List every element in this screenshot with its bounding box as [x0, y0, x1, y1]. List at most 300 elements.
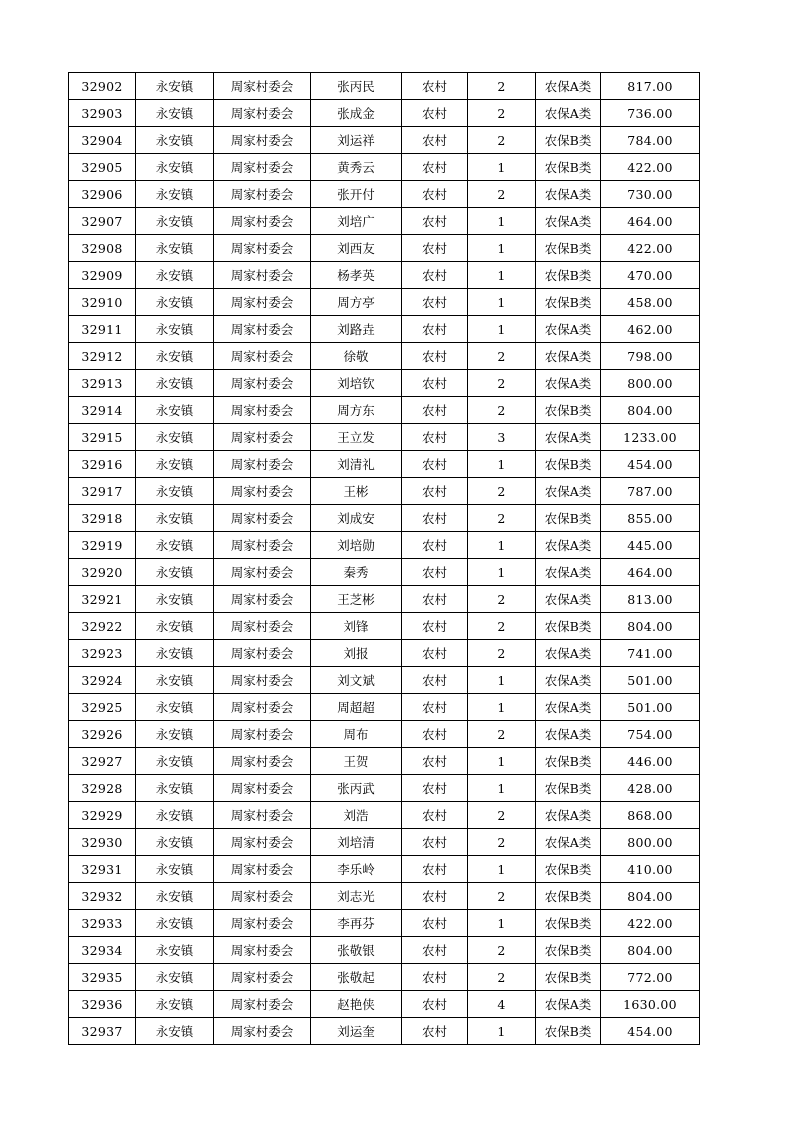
- insurance-category-cell: 农保B类: [536, 127, 601, 154]
- town-cell: 永安镇: [136, 208, 214, 235]
- insurance-category-cell: 农保A类: [536, 478, 601, 505]
- town-cell: 永安镇: [136, 856, 214, 883]
- insurance-category-cell: 农保A类: [536, 586, 601, 613]
- household-count-cell: 1: [468, 559, 536, 586]
- amount-cell: 804.00: [601, 937, 700, 964]
- insurance-category-cell: 农保B类: [536, 505, 601, 532]
- area-type-cell: 农村: [402, 262, 468, 289]
- amount-cell: 804.00: [601, 397, 700, 424]
- household-count-cell: 2: [468, 397, 536, 424]
- table-row: [69, 586, 700, 613]
- household-count-cell: 1: [468, 289, 536, 316]
- household-count-cell: 2: [468, 181, 536, 208]
- insurance-category-cell: 农保B类: [536, 397, 601, 424]
- amount-cell: 800.00: [601, 829, 700, 856]
- name-cell: 刘培广: [311, 208, 402, 235]
- name-cell: 张开付: [311, 181, 402, 208]
- table-row: [69, 316, 700, 343]
- town-cell: 永安镇: [136, 964, 214, 991]
- household-count-cell: 1: [468, 154, 536, 181]
- household-count-cell: 2: [468, 586, 536, 613]
- town-cell: 永安镇: [136, 73, 214, 100]
- name-cell: 刘路垚: [311, 316, 402, 343]
- name-cell: 王芝彬: [311, 586, 402, 613]
- town-cell: 永安镇: [136, 721, 214, 748]
- village-committee-cell: 周家村委会: [214, 532, 311, 559]
- record-id-cell: 32930: [69, 829, 136, 856]
- area-type-cell: 农村: [402, 721, 468, 748]
- area-type-cell: 农村: [402, 316, 468, 343]
- insurance-category-cell: 农保A类: [536, 316, 601, 343]
- record-id-cell: 32905: [69, 154, 136, 181]
- table-row: [69, 991, 700, 1018]
- name-cell: 刘清礼: [311, 451, 402, 478]
- record-id-cell: 32909: [69, 262, 136, 289]
- household-count-cell: 2: [468, 937, 536, 964]
- record-id-cell: 32935: [69, 964, 136, 991]
- area-type-cell: 农村: [402, 478, 468, 505]
- household-count-cell: 1: [468, 775, 536, 802]
- table-row: [69, 667, 700, 694]
- town-cell: 永安镇: [136, 181, 214, 208]
- name-cell: 刘运奎: [311, 1018, 402, 1045]
- household-count-cell: 1: [468, 910, 536, 937]
- village-committee-cell: 周家村委会: [214, 73, 311, 100]
- area-type-cell: 农村: [402, 640, 468, 667]
- record-id-cell: 32908: [69, 235, 136, 262]
- village-committee-cell: 周家村委会: [214, 694, 311, 721]
- amount-cell: 772.00: [601, 964, 700, 991]
- town-cell: 永安镇: [136, 127, 214, 154]
- amount-cell: 445.00: [601, 532, 700, 559]
- amount-cell: 501.00: [601, 694, 700, 721]
- insurance-category-cell: 农保A类: [536, 667, 601, 694]
- amount-cell: 787.00: [601, 478, 700, 505]
- household-count-cell: 2: [468, 802, 536, 829]
- town-cell: 永安镇: [136, 937, 214, 964]
- area-type-cell: 农村: [402, 289, 468, 316]
- insurance-category-cell: 农保A类: [536, 532, 601, 559]
- town-cell: 永安镇: [136, 316, 214, 343]
- village-committee-cell: 周家村委会: [214, 640, 311, 667]
- village-committee-cell: 周家村委会: [214, 667, 311, 694]
- table-row: [69, 208, 700, 235]
- insurance-category-cell: 农保A类: [536, 181, 601, 208]
- household-count-cell: 1: [468, 694, 536, 721]
- name-cell: 刘西友: [311, 235, 402, 262]
- table-row: [69, 505, 700, 532]
- area-type-cell: 农村: [402, 181, 468, 208]
- town-cell: 永安镇: [136, 613, 214, 640]
- table-row: [69, 910, 700, 937]
- area-type-cell: 农村: [402, 1018, 468, 1045]
- record-id-cell: 32907: [69, 208, 136, 235]
- town-cell: 永安镇: [136, 586, 214, 613]
- table-row: [69, 100, 700, 127]
- table-row: [69, 694, 700, 721]
- table-row: [69, 559, 700, 586]
- insurance-category-cell: 农保B类: [536, 883, 601, 910]
- amount-cell: 741.00: [601, 640, 700, 667]
- name-cell: 刘成安: [311, 505, 402, 532]
- roster-table: [68, 72, 700, 1045]
- roster-table-body: [69, 73, 700, 1045]
- table-row: [69, 424, 700, 451]
- amount-cell: 428.00: [601, 775, 700, 802]
- insurance-category-cell: 农保B类: [536, 937, 601, 964]
- amount-cell: 804.00: [601, 613, 700, 640]
- town-cell: 永安镇: [136, 694, 214, 721]
- area-type-cell: 农村: [402, 73, 468, 100]
- household-count-cell: 2: [468, 721, 536, 748]
- village-committee-cell: 周家村委会: [214, 154, 311, 181]
- insurance-category-cell: 农保B类: [536, 775, 601, 802]
- record-id-cell: 32937: [69, 1018, 136, 1045]
- area-type-cell: 农村: [402, 208, 468, 235]
- area-type-cell: 农村: [402, 613, 468, 640]
- town-cell: 永安镇: [136, 478, 214, 505]
- household-count-cell: 2: [468, 127, 536, 154]
- insurance-category-cell: 农保B类: [536, 262, 601, 289]
- village-committee-cell: 周家村委会: [214, 478, 311, 505]
- town-cell: 永安镇: [136, 424, 214, 451]
- table-row: [69, 964, 700, 991]
- household-count-cell: 2: [468, 829, 536, 856]
- record-id-cell: 32903: [69, 100, 136, 127]
- table-row: [69, 343, 700, 370]
- village-committee-cell: 周家村委会: [214, 424, 311, 451]
- area-type-cell: 农村: [402, 775, 468, 802]
- town-cell: 永安镇: [136, 910, 214, 937]
- record-id-cell: 32923: [69, 640, 136, 667]
- record-id-cell: 32929: [69, 802, 136, 829]
- town-cell: 永安镇: [136, 829, 214, 856]
- amount-cell: 501.00: [601, 667, 700, 694]
- village-committee-cell: 周家村委会: [214, 586, 311, 613]
- town-cell: 永安镇: [136, 991, 214, 1018]
- amount-cell: 804.00: [601, 883, 700, 910]
- record-id-cell: 32911: [69, 316, 136, 343]
- household-count-cell: 2: [468, 478, 536, 505]
- amount-cell: 855.00: [601, 505, 700, 532]
- village-committee-cell: 周家村委会: [214, 802, 311, 829]
- area-type-cell: 农村: [402, 154, 468, 181]
- amount-cell: 446.00: [601, 748, 700, 775]
- area-type-cell: 农村: [402, 451, 468, 478]
- name-cell: 张成金: [311, 100, 402, 127]
- area-type-cell: 农村: [402, 370, 468, 397]
- area-type-cell: 农村: [402, 856, 468, 883]
- table-row: [69, 802, 700, 829]
- insurance-category-cell: 农保A类: [536, 100, 601, 127]
- record-id-cell: 32918: [69, 505, 136, 532]
- household-count-cell: 2: [468, 343, 536, 370]
- table-row: [69, 640, 700, 667]
- record-id-cell: 32936: [69, 991, 136, 1018]
- table-row: [69, 181, 700, 208]
- amount-cell: 784.00: [601, 127, 700, 154]
- record-id-cell: 32933: [69, 910, 136, 937]
- household-count-cell: 1: [468, 856, 536, 883]
- insurance-category-cell: 农保B类: [536, 856, 601, 883]
- town-cell: 永安镇: [136, 775, 214, 802]
- name-cell: 刘志光: [311, 883, 402, 910]
- village-committee-cell: 周家村委会: [214, 316, 311, 343]
- village-committee-cell: 周家村委会: [214, 559, 311, 586]
- village-committee-cell: 周家村委会: [214, 343, 311, 370]
- name-cell: 刘培清: [311, 829, 402, 856]
- area-type-cell: 农村: [402, 397, 468, 424]
- area-type-cell: 农村: [402, 748, 468, 775]
- village-committee-cell: 周家村委会: [214, 883, 311, 910]
- record-id-cell: 32921: [69, 586, 136, 613]
- name-cell: 徐敬: [311, 343, 402, 370]
- name-cell: 刘培勋: [311, 532, 402, 559]
- name-cell: 张敬银: [311, 937, 402, 964]
- household-count-cell: 2: [468, 100, 536, 127]
- household-count-cell: 2: [468, 640, 536, 667]
- town-cell: 永安镇: [136, 667, 214, 694]
- amount-cell: 464.00: [601, 208, 700, 235]
- insurance-category-cell: 农保B类: [536, 1018, 601, 1045]
- area-type-cell: 农村: [402, 235, 468, 262]
- insurance-category-cell: 农保B类: [536, 451, 601, 478]
- benefit-roster-sheet: [68, 72, 699, 1045]
- record-id-cell: 32920: [69, 559, 136, 586]
- town-cell: 永安镇: [136, 154, 214, 181]
- name-cell: 王贺: [311, 748, 402, 775]
- record-id-cell: 32917: [69, 478, 136, 505]
- table-row: [69, 748, 700, 775]
- area-type-cell: 农村: [402, 802, 468, 829]
- name-cell: 黄秀云: [311, 154, 402, 181]
- town-cell: 永安镇: [136, 802, 214, 829]
- village-committee-cell: 周家村委会: [214, 721, 311, 748]
- town-cell: 永安镇: [136, 370, 214, 397]
- amount-cell: 422.00: [601, 235, 700, 262]
- area-type-cell: 农村: [402, 937, 468, 964]
- amount-cell: 817.00: [601, 73, 700, 100]
- name-cell: 张丙民: [311, 73, 402, 100]
- village-committee-cell: 周家村委会: [214, 100, 311, 127]
- area-type-cell: 农村: [402, 532, 468, 559]
- village-committee-cell: 周家村委会: [214, 397, 311, 424]
- area-type-cell: 农村: [402, 667, 468, 694]
- table-row: [69, 370, 700, 397]
- insurance-category-cell: 农保B类: [536, 964, 601, 991]
- insurance-category-cell: 农保A类: [536, 424, 601, 451]
- area-type-cell: 农村: [402, 343, 468, 370]
- amount-cell: 464.00: [601, 559, 700, 586]
- record-id-cell: 32932: [69, 883, 136, 910]
- town-cell: 永安镇: [136, 1018, 214, 1045]
- village-committee-cell: 周家村委会: [214, 856, 311, 883]
- amount-cell: 454.00: [601, 451, 700, 478]
- record-id-cell: 32922: [69, 613, 136, 640]
- area-type-cell: 农村: [402, 910, 468, 937]
- village-committee-cell: 周家村委会: [214, 289, 311, 316]
- table-row: [69, 451, 700, 478]
- record-id-cell: 32924: [69, 667, 136, 694]
- name-cell: 刘锋: [311, 613, 402, 640]
- amount-cell: 410.00: [601, 856, 700, 883]
- town-cell: 永安镇: [136, 883, 214, 910]
- village-committee-cell: 周家村委会: [214, 208, 311, 235]
- insurance-category-cell: 农保A类: [536, 991, 601, 1018]
- town-cell: 永安镇: [136, 343, 214, 370]
- village-committee-cell: 周家村委会: [214, 505, 311, 532]
- name-cell: 刘运祥: [311, 127, 402, 154]
- record-id-cell: 32912: [69, 343, 136, 370]
- amount-cell: 800.00: [601, 370, 700, 397]
- insurance-category-cell: 农保A类: [536, 694, 601, 721]
- area-type-cell: 农村: [402, 505, 468, 532]
- record-id-cell: 32902: [69, 73, 136, 100]
- table-row: [69, 235, 700, 262]
- record-id-cell: 32928: [69, 775, 136, 802]
- village-committee-cell: 周家村委会: [214, 370, 311, 397]
- household-count-cell: 1: [468, 748, 536, 775]
- table-row: [69, 1018, 700, 1045]
- town-cell: 永安镇: [136, 559, 214, 586]
- amount-cell: 422.00: [601, 154, 700, 181]
- name-cell: 刘报: [311, 640, 402, 667]
- village-committee-cell: 周家村委会: [214, 964, 311, 991]
- area-type-cell: 农村: [402, 100, 468, 127]
- table-row: [69, 397, 700, 424]
- village-committee-cell: 周家村委会: [214, 748, 311, 775]
- area-type-cell: 农村: [402, 424, 468, 451]
- amount-cell: 470.00: [601, 262, 700, 289]
- area-type-cell: 农村: [402, 883, 468, 910]
- insurance-category-cell: 农保B类: [536, 235, 601, 262]
- table-row: [69, 937, 700, 964]
- household-count-cell: 1: [468, 235, 536, 262]
- household-count-cell: 2: [468, 883, 536, 910]
- village-committee-cell: 周家村委会: [214, 775, 311, 802]
- household-count-cell: 1: [468, 262, 536, 289]
- village-committee-cell: 周家村委会: [214, 1018, 311, 1045]
- household-count-cell: 2: [468, 505, 536, 532]
- insurance-category-cell: 农保A类: [536, 802, 601, 829]
- table-row: [69, 856, 700, 883]
- record-id-cell: 32934: [69, 937, 136, 964]
- area-type-cell: 农村: [402, 559, 468, 586]
- town-cell: 永安镇: [136, 505, 214, 532]
- table-row: [69, 775, 700, 802]
- amount-cell: 730.00: [601, 181, 700, 208]
- amount-cell: 458.00: [601, 289, 700, 316]
- town-cell: 永安镇: [136, 235, 214, 262]
- town-cell: 永安镇: [136, 397, 214, 424]
- record-id-cell: 32927: [69, 748, 136, 775]
- household-count-cell: 1: [468, 451, 536, 478]
- table-row: [69, 127, 700, 154]
- insurance-category-cell: 农保A类: [536, 343, 601, 370]
- name-cell: 周方东: [311, 397, 402, 424]
- insurance-category-cell: 农保B类: [536, 154, 601, 181]
- record-id-cell: 32926: [69, 721, 136, 748]
- record-id-cell: 32925: [69, 694, 136, 721]
- area-type-cell: 农村: [402, 127, 468, 154]
- record-id-cell: 32913: [69, 370, 136, 397]
- village-committee-cell: 周家村委会: [214, 991, 311, 1018]
- table-row: [69, 532, 700, 559]
- name-cell: 秦秀: [311, 559, 402, 586]
- insurance-category-cell: 农保A类: [536, 640, 601, 667]
- table-row: [69, 883, 700, 910]
- insurance-category-cell: 农保A类: [536, 829, 601, 856]
- table-row: [69, 289, 700, 316]
- insurance-category-cell: 农保B类: [536, 289, 601, 316]
- town-cell: 永安镇: [136, 748, 214, 775]
- insurance-category-cell: 农保B类: [536, 748, 601, 775]
- village-committee-cell: 周家村委会: [214, 181, 311, 208]
- table-row: [69, 478, 700, 505]
- name-cell: 王彬: [311, 478, 402, 505]
- table-row: [69, 829, 700, 856]
- name-cell: 李乐岭: [311, 856, 402, 883]
- household-count-cell: 2: [468, 73, 536, 100]
- household-count-cell: 1: [468, 208, 536, 235]
- amount-cell: 1630.00: [601, 991, 700, 1018]
- record-id-cell: 32915: [69, 424, 136, 451]
- village-committee-cell: 周家村委会: [214, 910, 311, 937]
- village-committee-cell: 周家村委会: [214, 235, 311, 262]
- insurance-category-cell: 农保A类: [536, 721, 601, 748]
- name-cell: 杨孝英: [311, 262, 402, 289]
- household-count-cell: 1: [468, 316, 536, 343]
- household-count-cell: 2: [468, 613, 536, 640]
- insurance-category-cell: 农保B类: [536, 910, 601, 937]
- table-row: [69, 721, 700, 748]
- amount-cell: 422.00: [601, 910, 700, 937]
- amount-cell: 813.00: [601, 586, 700, 613]
- name-cell: 刘文斌: [311, 667, 402, 694]
- amount-cell: 1233.00: [601, 424, 700, 451]
- household-count-cell: 1: [468, 1018, 536, 1045]
- name-cell: 赵艳侠: [311, 991, 402, 1018]
- area-type-cell: 农村: [402, 991, 468, 1018]
- table-row: [69, 154, 700, 181]
- record-id-cell: 32910: [69, 289, 136, 316]
- village-committee-cell: 周家村委会: [214, 127, 311, 154]
- area-type-cell: 农村: [402, 829, 468, 856]
- amount-cell: 798.00: [601, 343, 700, 370]
- record-id-cell: 32919: [69, 532, 136, 559]
- name-cell: 周超超: [311, 694, 402, 721]
- town-cell: 永安镇: [136, 451, 214, 478]
- area-type-cell: 农村: [402, 586, 468, 613]
- amount-cell: 754.00: [601, 721, 700, 748]
- name-cell: 周布: [311, 721, 402, 748]
- amount-cell: 454.00: [601, 1018, 700, 1045]
- town-cell: 永安镇: [136, 289, 214, 316]
- amount-cell: 736.00: [601, 100, 700, 127]
- table-row: [69, 613, 700, 640]
- name-cell: 刘培钦: [311, 370, 402, 397]
- insurance-category-cell: 农保A类: [536, 208, 601, 235]
- name-cell: 周方亭: [311, 289, 402, 316]
- record-id-cell: 32904: [69, 127, 136, 154]
- record-id-cell: 32916: [69, 451, 136, 478]
- table-row: [69, 262, 700, 289]
- area-type-cell: 农村: [402, 694, 468, 721]
- village-committee-cell: 周家村委会: [214, 262, 311, 289]
- name-cell: 王立发: [311, 424, 402, 451]
- town-cell: 永安镇: [136, 262, 214, 289]
- village-committee-cell: 周家村委会: [214, 829, 311, 856]
